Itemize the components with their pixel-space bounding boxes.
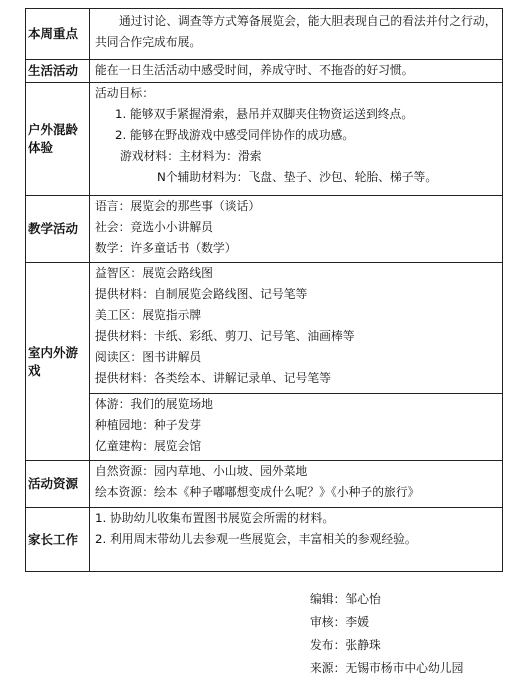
list-item: 语言：展览会的那些事（谈话） [95, 199, 261, 213]
list-item: 提供材料：卡纸、彩纸、剪刀、记号笔、油画棒等 [95, 329, 355, 343]
list-item: 体游：我们的展览场地 [95, 397, 213, 411]
publisher-credit: 发布：张静珠 [310, 638, 381, 652]
row-content [90, 9, 503, 60]
list-item: 提供材料：自制展览会路线图、记号笔等 [95, 287, 308, 301]
list-item: 自然资源：园内草地、小山坡、园外菜地 [95, 464, 308, 478]
row-label: 室内外游戏 [26, 263, 90, 461]
list-item: 1. 能够双手紧握滑索，悬吊并双脚夹住物资运送到终点。 [115, 107, 414, 121]
list-item: 绘本资源：绘本《种子嘟嘟想变成什么呢？》《小种子的旅行》 [95, 485, 420, 499]
list-item: 益智区：展览会路线图 [95, 266, 213, 280]
row-parents [26, 508, 503, 572]
row-content [90, 461, 503, 508]
list-item: 1. 协助幼儿收集布置图书展览会所需的材料。 [95, 511, 335, 525]
row-label: 本周重点 [26, 9, 90, 60]
row-label: 生活活动 [26, 60, 90, 83]
list-item: 游戏材料：主材料为：滑索 [120, 149, 262, 163]
list-item: 活动目标： [95, 86, 154, 100]
list-item: 提供材料：各类绘本、讲解记录单、记号笔等 [95, 371, 331, 385]
list-item: N个辅助材料为：飞盘、垫子、沙包、轮胎、梯子等。 [157, 170, 438, 184]
row-label: 户外混龄体验 [26, 83, 90, 196]
life-activity-text: 能在一日生活活动中感受时间，养成守时、不拖沓的好习惯。 [95, 63, 414, 77]
row-games [26, 263, 503, 394]
list-item: 种植园地：种子发芽 [95, 418, 202, 432]
row-content [90, 83, 503, 196]
row-label: 教学活动 [26, 196, 90, 263]
reviewer-credit: 审核：李媛 [310, 615, 369, 629]
row-games-outdoor [26, 394, 503, 461]
row-weekly-focus [26, 9, 503, 60]
list-item: 亿童建构：展览会馆 [95, 439, 202, 453]
row-content [90, 394, 503, 461]
row-life-activity [26, 60, 503, 83]
row-teaching [26, 196, 503, 263]
row-outdoor-play [26, 83, 503, 196]
list-item: 2. 利用周末带幼儿去参观一些展览会，丰富相关的参观经验。 [95, 532, 417, 546]
row-label: 活动资源 [26, 461, 90, 508]
row-content [90, 508, 503, 572]
list-item: 2. 能够在野战游戏中感受同伴协作的成功感。 [115, 128, 355, 142]
editor-credit: 编辑：邹心怡 [310, 592, 381, 606]
row-content [90, 60, 503, 83]
list-item: 阅读区：图书讲解员 [95, 350, 202, 364]
row-content [90, 263, 503, 394]
weekly-focus-text: 通过讨论、调查等方式筹备展览会，能大胆表现自己的看法并付之行动，共同合作完成布展。 [95, 14, 497, 49]
list-item: 社会：竞选小小讲解员 [95, 220, 213, 234]
source-credit: 来源：无锡市杨市中心幼儿园 [310, 661, 464, 675]
row-resources [26, 461, 503, 508]
row-label: 家长工作 [26, 508, 90, 572]
row-content [90, 196, 503, 263]
list-item: 数学：许多童话书（数学） [95, 241, 237, 255]
weekly-plan-table [25, 8, 503, 572]
list-item: 美工区：展览指示牌 [95, 308, 202, 322]
